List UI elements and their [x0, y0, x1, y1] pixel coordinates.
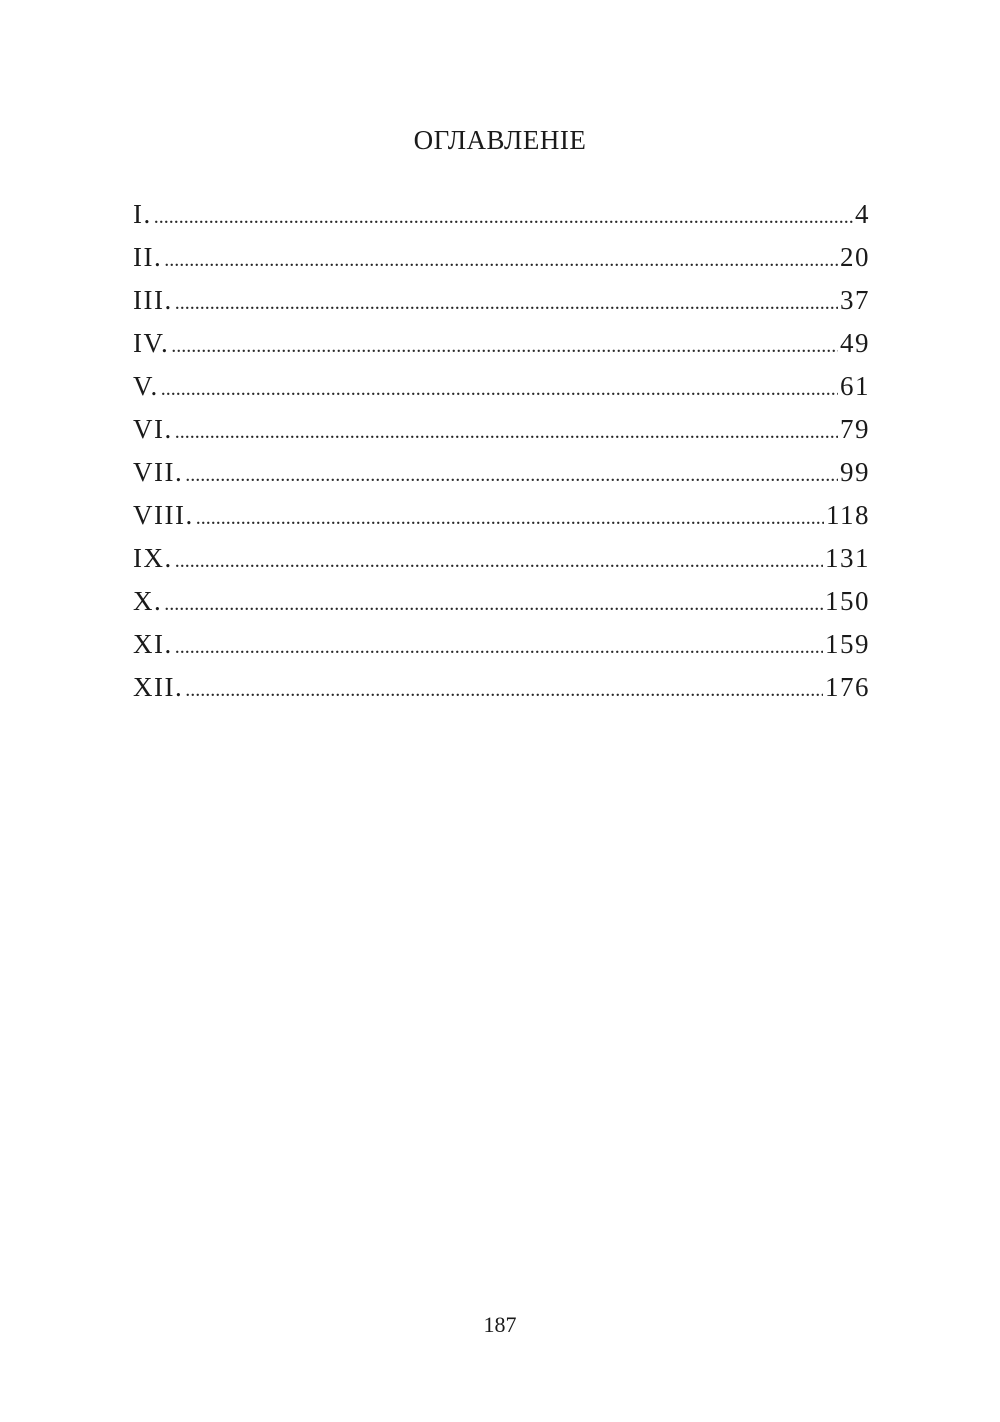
dot-leader	[171, 328, 838, 364]
chapter-page-number: 118	[826, 500, 870, 530]
chapter-label: V.	[133, 371, 159, 401]
toc-entry	[133, 325, 870, 368]
toc-entry	[133, 497, 870, 540]
chapter-label: IV.	[133, 328, 170, 358]
chapter-page-number: 99	[840, 457, 870, 487]
chapter-label: VII.	[133, 457, 184, 487]
dot-leader	[175, 629, 823, 665]
dot-leader	[185, 672, 823, 708]
toc-entry	[133, 583, 870, 626]
toc-entry	[133, 368, 870, 411]
chapter-page-number: 150	[825, 586, 870, 616]
toc-entry	[133, 669, 870, 712]
chapter-label: X.	[133, 586, 163, 616]
dot-leader	[161, 371, 838, 407]
chapter-page-number: 37	[840, 285, 870, 315]
chapter-page-number: 4	[855, 199, 870, 229]
dot-leader	[196, 500, 824, 536]
chapter-label: XII.	[133, 672, 184, 702]
dot-leader	[164, 242, 838, 278]
toc-entry	[133, 196, 870, 239]
chapter-label: VI.	[133, 414, 173, 444]
chapter-page-number: 61	[840, 371, 870, 401]
toc-entry	[133, 454, 870, 497]
chapter-page-number: 131	[825, 543, 870, 573]
chapter-page-number: 176	[825, 672, 870, 702]
page-title: ОГЛАВЛЕНІЕ	[413, 125, 587, 155]
chapter-label: IX.	[133, 543, 173, 573]
chapter-label: I.	[133, 199, 152, 229]
dot-leader	[164, 586, 823, 622]
toc-entry	[133, 626, 870, 669]
chapter-page-number: 159	[825, 629, 870, 659]
chapter-label: VIII.	[133, 500, 194, 530]
footer-page-number: 187	[483, 1312, 517, 1337]
table-of-contents	[133, 196, 870, 712]
dot-leader	[175, 285, 838, 321]
chapter-label: II.	[133, 242, 163, 272]
toc-entry	[133, 411, 870, 454]
chapter-page-number: 49	[840, 328, 870, 358]
chapter-page-number: 79	[840, 414, 870, 444]
toc-entry	[133, 282, 870, 325]
dot-leader	[175, 543, 823, 579]
dot-leader	[185, 457, 838, 493]
dot-leader	[175, 414, 838, 450]
toc-entry	[133, 540, 870, 583]
chapter-page-number: 20	[840, 242, 870, 272]
chapter-label: III.	[133, 285, 173, 315]
toc-entry	[133, 239, 870, 282]
chapter-label: XI.	[133, 629, 173, 659]
dot-leader	[154, 199, 853, 235]
